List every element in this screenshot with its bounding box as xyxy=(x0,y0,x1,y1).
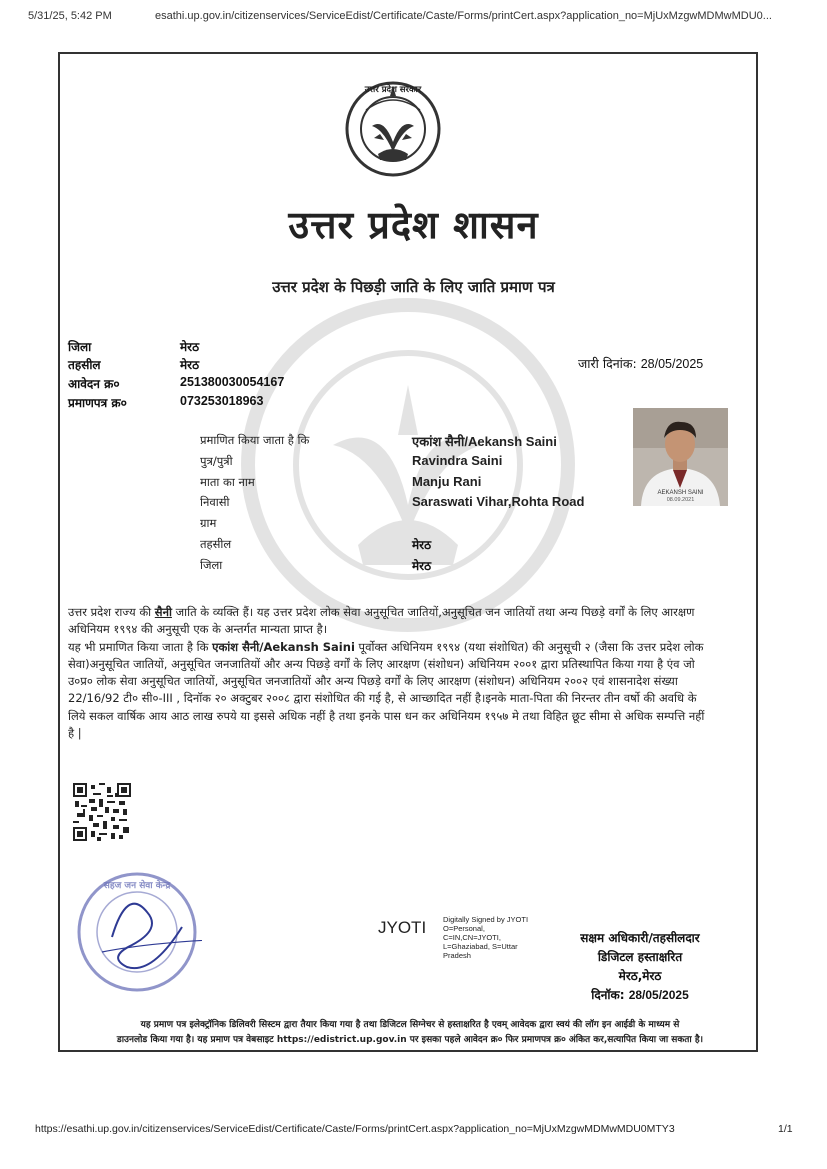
meta-label-district: जिला xyxy=(68,340,92,354)
photo-caption: AEKANSH SAINI xyxy=(657,490,704,496)
meta-value-certificate-no: 073253018963 xyxy=(180,394,264,408)
print-url-top: esathi.up.gov.in/citizenservices/ServiceEdist/Certificate/Caste/Forms/printCert.aspx?application_no=MjUxMzgwMDMwMDU0... xyxy=(155,10,772,22)
meta-value-application-no: 251380030054167 xyxy=(180,375,285,389)
body-p2-b: पूर्वोक्त अधिनियम १९९४ (यथा संशोधित) की अनुसूची २ (जैसा कि उत्तर प्रदेश लोक सेवा)अनुसूचित जातियों, अनुसूचित जनजातियों और अन्य पिछड़े वर्गों के लिए आरक्षण (संशोधन) अधिनियम २००१ द्वारा प्रतिस्थापित किया गया है एंव जो उ०प्र० लोक सेवा अनुसूचित जातियों, अनुसूचित जनजातियों और अन्य पिछड़े वर्गों के लिए आरक्षण (संशोधन) अधिनियम २००२ एवं शासनादेश संख्या 22/16/92 टी० सी०-III , दिनॉक २० अक्टुबर २००८ द्वारा संशोधित की गई है, से आच्छादित नहीं है।इनके माता-पिता की निरन्तर तीन वर्षो की अवधि के लिये सकल वार्षिक आय आठ लाख रुपये या इससे अधिक नहीं है तथा इनके पास धन कर अधिनियम १९५७ मे तथा विहित छूट सीमा से अधिक सम्पत्ति नहीं है | xyxy=(68,639,705,741)
digital-signature-details xyxy=(443,915,528,960)
body-p1-a: उत्तर प्रदेश राज्य की xyxy=(68,605,155,619)
authority-date-label: दिनॉक: xyxy=(591,988,625,1002)
digital-sig-line-4: L=Ghaziabad, S=Uttar xyxy=(443,942,518,951)
digital-signer-name: JYOTI xyxy=(378,918,427,937)
print-page-count: 1/1 xyxy=(778,1123,793,1135)
person-label-village: ग्राम xyxy=(200,516,217,530)
authority-location: मेरठ,मेरठ xyxy=(618,969,662,983)
body-name: एकांश सैनी/Aekansh Saini xyxy=(212,639,355,654)
person-value-father: Ravindra Saini xyxy=(412,453,503,468)
digital-sig-line-5: Pradesh xyxy=(443,951,471,960)
body-paragraph-1 xyxy=(68,604,708,639)
person-value-district: मेरठ xyxy=(412,559,432,573)
person-value-mother: Manju Rani xyxy=(412,474,482,489)
meta-label-certificate-no: प्रमाणपत्र क्र० xyxy=(68,396,127,410)
person-label-district: जिला xyxy=(200,558,223,572)
footnote-line-2: डाउनलोड किया गया है। यह प्रमाण पत्र वेबसाइट https://edistrict.up.gov.in पर इसका पहले आवेदन क्र० फिर प्रमाणपत्र क्र० अंकित कर,सत्यापित किया जा सकता है। xyxy=(116,1035,704,1045)
person-value-tehsil: मेरठ xyxy=(412,538,432,552)
certificate-title: उत्तर प्रदेश शासन xyxy=(288,202,539,247)
seal-text: सहज जन सेवा केन्द्र xyxy=(103,881,171,891)
body-paragraph-2 xyxy=(68,639,708,743)
certificate-footnote xyxy=(70,1018,750,1048)
emblem-watermark-icon xyxy=(238,295,578,635)
footer-divider xyxy=(64,1050,754,1051)
footnote-line-1: यह प्रमाण पत्र इलेक्ट्रॉनिक डिलिवरी सिस्टम द्वारा तैयार किया गया है तथा डिजिटल सिग्नेचर से हस्ताक्षरित है एवम् आवेदक द्वारा स्वयं की लॉग इन आईडी के माध्यम से xyxy=(140,1020,680,1030)
person-label-resident: निवासी xyxy=(200,495,230,509)
person-label-mother: माता का नाम xyxy=(200,475,255,489)
person-label-tehsil: तहसील xyxy=(200,537,232,551)
body-caste: सैनी xyxy=(154,605,172,619)
issue-date-label: जारी दिनांक: xyxy=(578,356,637,371)
authority-title: सक्षम अधिकारी/तहसीलदार xyxy=(580,931,700,945)
body-p1-b: जाति के व्यक्ति हैं। यह उत्तर प्रदेश लोक सेवा अनुसूचित जातियों,अनुसूचित जन जातियों तथा अन्य पिछड़े वर्गों के लिए आरक्षण अधिनियम १९९४ की अनुसूची एक के अन्तर्गत मान्यता प्राप्त है। xyxy=(68,605,695,637)
meta-label-application-no: आवेदन क्र० xyxy=(68,377,120,391)
person-value-name: एकांश सैनी/Aekansh Saini xyxy=(412,434,557,449)
certificate-body xyxy=(68,604,708,742)
qr-code-icon xyxy=(73,783,131,841)
certificate-subtitle: उत्तर प्रदेश के पिछड़ी जाति के लिए जाति प्रमाण पत्र xyxy=(272,278,555,296)
digital-sig-line-1: Digitally Signed by JYOTI xyxy=(443,915,529,924)
person-label-certified: प्रमाणित किया जाता है कि xyxy=(200,433,310,447)
applicant-photo xyxy=(633,408,728,506)
photo-date: 08.09.2021 xyxy=(666,497,695,503)
meta-label-tehsil: तहसील xyxy=(68,358,101,372)
person-value-address: Saraswati Vihar,Rohta Road xyxy=(412,494,585,509)
print-datetime: 5/31/25, 5:42 PM xyxy=(28,10,112,22)
authority-date xyxy=(560,986,720,1003)
emblem-text: उत्तर प्रदेश सरकार xyxy=(364,85,422,95)
body-p2-a: यह भी प्रमाणित किया जाता है कि xyxy=(68,639,213,654)
person-label-son-of: पुत्र/पुत्री xyxy=(200,454,233,468)
authority-digitally-signed: डिजिटल हस्ताक्षरित xyxy=(597,950,683,964)
meta-value-tehsil: मेरठ xyxy=(180,358,200,372)
issue-date-value: 28/05/2025 xyxy=(640,357,704,371)
digital-sig-line-3: C=IN,CN=JYOTI, xyxy=(443,933,501,942)
issue-date xyxy=(578,355,703,372)
meta-value-district: मेरठ xyxy=(180,340,200,354)
digital-sig-line-2: O=Personal, xyxy=(443,924,485,933)
authority-date-value: 28/05/2025 xyxy=(628,988,689,1002)
print-url-bottom: https://esathi.up.gov.in/citizenservices/ServiceEdist/Certificate/Caste/Forms/printCert.aspx?application_no=MjUxMzgwMDMwMDU0MTY3 xyxy=(35,1123,675,1135)
